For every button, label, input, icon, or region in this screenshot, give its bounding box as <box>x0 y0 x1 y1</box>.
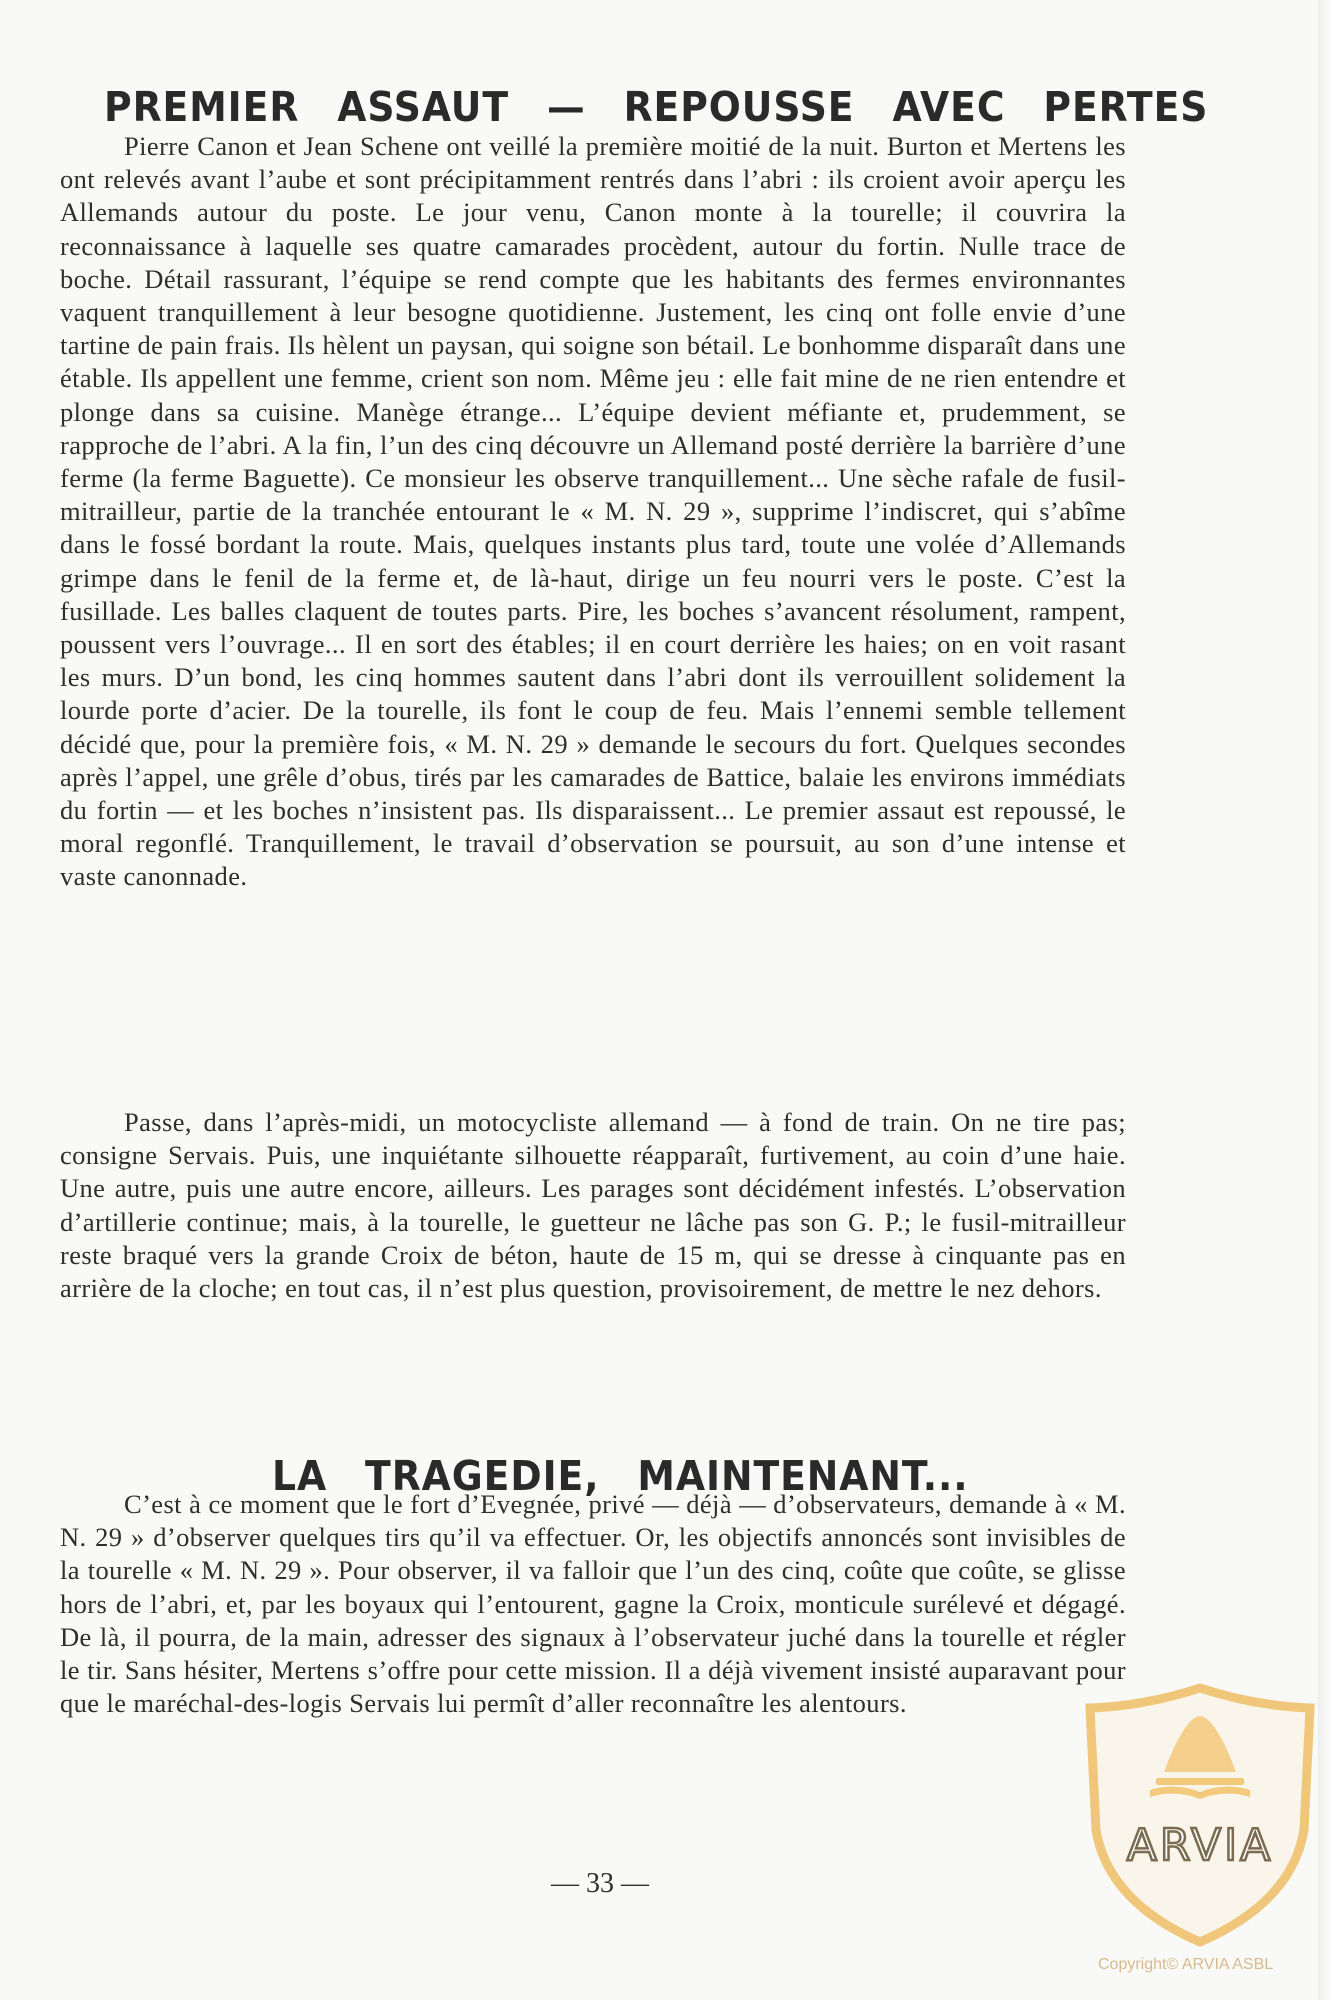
section-title-la-tragedie: LA TRAGEDIE, MAINTENANT... <box>272 1452 969 1501</box>
paragraph: Pierre Canon et Jean Schene ont veillé la première moitié de la nuit. Burton et Mertens les ont relevés avant l’aube et sont précipitamment rentrés dans l’abri : ils croient avoir aperçu les Allemands autour du poste. Le jour venu, Canon monte à la tourelle; il couvrira la reconnaissance à laquelle ses quatre camarades procèdent, autour du fortin. Nulle trace de boche. Détail rassurant, l’équipe se rend compte que les habitants des fermes environnantes vaquent tranquillement à leur besogne quotidienne. Justement, les cinq ont folle envie d’une tartine de pain frais. Ils hèlent un paysan, qui soigne son bétail. Le bonhomme disparaît dans une étable. Ils appellent une femme, crient son nom. Même jeu : elle fait mine de ne rien entendre et plonge dans sa cuisine. Manège étrange... L’équipe devient méfiante et, prudemment, se rapproche de l’abri. A la fin, l’un des cinq découvre un Allemand posté derrière la barrière d’une ferme (la ferme Baguette). Ce monsieur les observe tranquillement... Une sèche rafale de fusil-mitrailleur, partie de la tranchée entourant le « M. N. 29 », supprime l’indiscret, qui s’abîme dans le fossé bordant la route. Mais, quelques instants plus tard, toute une volée d’Allemands grimpe dans le fenil de la ferme et, de là-haut, dirige un feu nourri vers le poste. C’est la fusillade. Les balles claquent de toutes parts. Pire, les boches s’avancent résolument, rampent, poussent vers l’ouvrage... Il en sort des étables; il en court derrière les haies; on en voit rasant les murs. D’un bond, les cinq hommes sautent dans l’abri dont ils verrouillent solidement la lourde porte d’acier. De la tourelle, ils font le coup de feu. Mais l’ennemi semble tellement décidé que, pour la première fois, « M. N. 29 » demande le secours du fort. Quelques secondes après l’appel, une grêle d’obus, tirés par les camarades de Battice, balaie les environs immédiats du fortin — et les boches n’insistent pas. Ils disparaissent... Le premier assaut est repoussé, le moral regonflé. Tranquillement, le travail d’observation se poursuit, au son d’une intense et vaste canonnade. <box>60 131 1126 892</box>
page-edge <box>1318 0 1334 2000</box>
arvia-watermark <box>1080 1680 1320 1950</box>
section-title-premier-assaut: PREMIER ASSAUT — REPOUSSE AVEC PERTES <box>104 83 1209 132</box>
page-number: — 33 — <box>551 1868 649 1899</box>
watermark-logo-text: ARVIA <box>1126 1820 1274 1871</box>
paragraph: C’est à ce moment que le fort d’Evegnée, privé — déjà — d’observateurs, demande à « M. N. 29 » d’observer quelques tirs qu’il va effectuer. Or, les objectifs annoncés sont invisibles de la tourelle « M. N. 29 ». Pour observer, il va falloir que l’un des cinq, coûte que coûte, se glisse hors de l’abri, et, par les boyaux qui l’entourent, gagne la Croix, monticule surélevé et dégagé. De là, il pourra, de la main, adresser des signaux à l’observateur juché dans la tourelle et régler le tir. Sans hésiter, Mertens s’offre pour cette mission. Il a déjà vivement insisté auparavant pour que le maréchal-des-logis Servais lui permît d’aller reconnaître les alentours. <box>60 1489 1126 1719</box>
copyright-notice: Copyright© ARVIA ASBL <box>1098 1956 1274 1973</box>
paragraph: Passe, dans l’après-midi, un motocycliste allemand — à fond de train. On ne tire pas; consigne Servais. Puis, une inquiétante silhouette réapparaît, furtivement, au coin d’une haie. Une autre, puis une autre encore, ailleurs. Les parages sont décidément infestés. L’observation d’artillerie continue; mais, à la tourelle, le guetteur ne lâche pas son G. P.; le fusil-mitrailleur reste braqué vers la grande Croix de béton, haute de 15 m, qui se dresse à cinquante pas en arrière de la cloche; en tout cas, il n’est plus question, provisoirement, de mettre le nez dehors. <box>60 1107 1126 1304</box>
